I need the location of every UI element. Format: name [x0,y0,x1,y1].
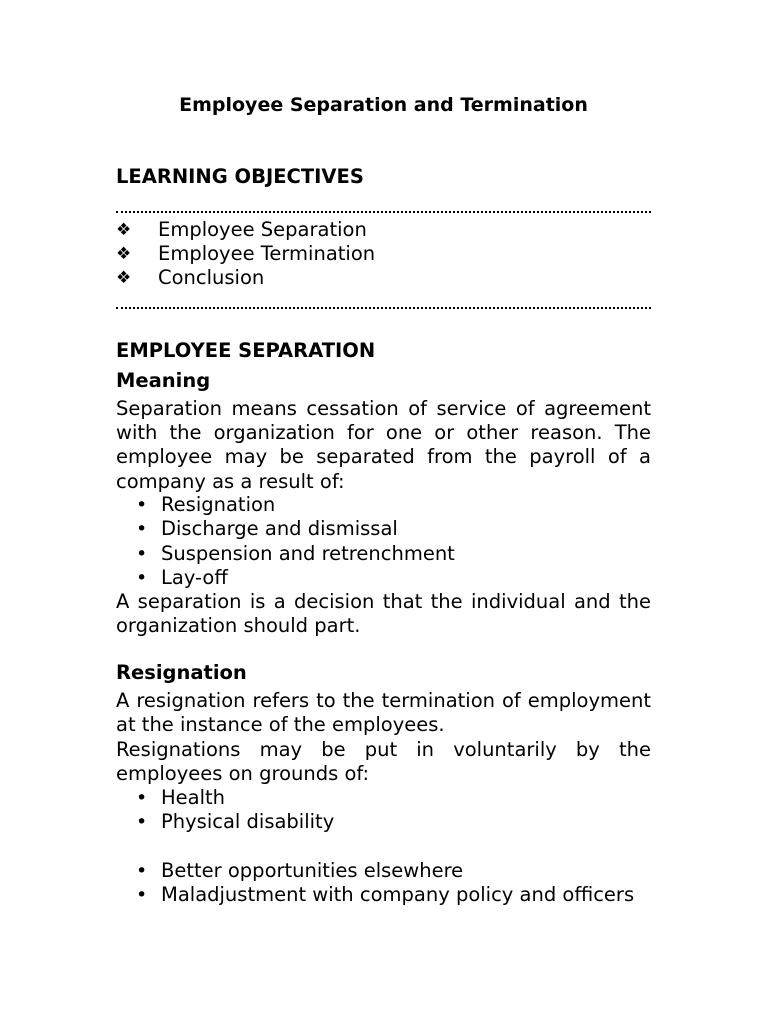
dotted-divider-top [116,211,651,213]
objective-item [116,242,375,266]
bullet-icon: • [136,811,148,834]
dotted-divider-bottom [116,307,651,309]
resignation-heading: Resignation [116,661,247,684]
learning-objectives-heading: LEARNING OBJECTIVES [116,165,364,188]
objective-item [116,266,375,290]
resignation-paragraph-2: Resignations may be put in voluntarily by the employees on grounds of: [116,738,651,786]
list-item-label: Discharge and dismissal [161,517,398,541]
bullet-icon: • [136,884,148,907]
meaning-subheading: Meaning [116,369,211,392]
list-item-label: Physical disability [161,810,335,834]
list-item [136,542,455,566]
bullet-icon: • [136,542,148,565]
diamond-bullet-icon: ❖ [116,244,132,264]
bullet-icon: • [136,518,148,541]
list-item-label: Maladjustment with company policy and officers [161,883,635,907]
diamond-bullet-icon: ❖ [116,220,132,240]
bullet-icon: • [136,787,148,809]
objective-label: Conclusion [158,266,265,289]
separation-causes-list [136,493,455,590]
bullet-icon: • [136,860,148,882]
list-item-label: Suspension and retrenchment [161,541,455,565]
list-item [136,517,455,541]
list-item-label: Resignation [161,493,276,516]
document-title: Employee Separation and Termination [179,94,588,116]
objective-item [116,218,375,242]
resignation-grounds-list [136,786,334,835]
list-item-label: Health [161,786,226,809]
list-item-label: Better opportunities elsewhere [161,859,464,882]
bullet-icon: • [136,566,148,589]
list-item [136,786,334,810]
list-item [136,493,455,517]
resignation-paragraph-1: A resignation refers to the termination of employment at the instance of the employees. [116,689,651,737]
list-item-label: Lay-off [161,565,228,589]
objective-label: Employee Termination [158,242,376,265]
list-item [136,566,455,590]
list-item [136,883,634,907]
list-item [136,810,334,834]
diamond-bullet-icon: ❖ [116,268,132,288]
list-item [136,859,634,883]
bullet-icon: • [136,494,148,516]
resignation-grounds-list-continued [136,859,634,908]
employee-separation-heading: EMPLOYEE SEPARATION [116,339,376,362]
meaning-paragraph: Separation means cessation of service of agreement with the organization for one or other reason. The employee may be separated from the payroll of a company as a result of: [116,397,651,493]
separation-closing-paragraph: A separation is a decision that the individual and the organization should part. [116,590,651,638]
learning-objectives-list [116,218,375,290]
objective-label: Employee Separation [158,218,367,241]
